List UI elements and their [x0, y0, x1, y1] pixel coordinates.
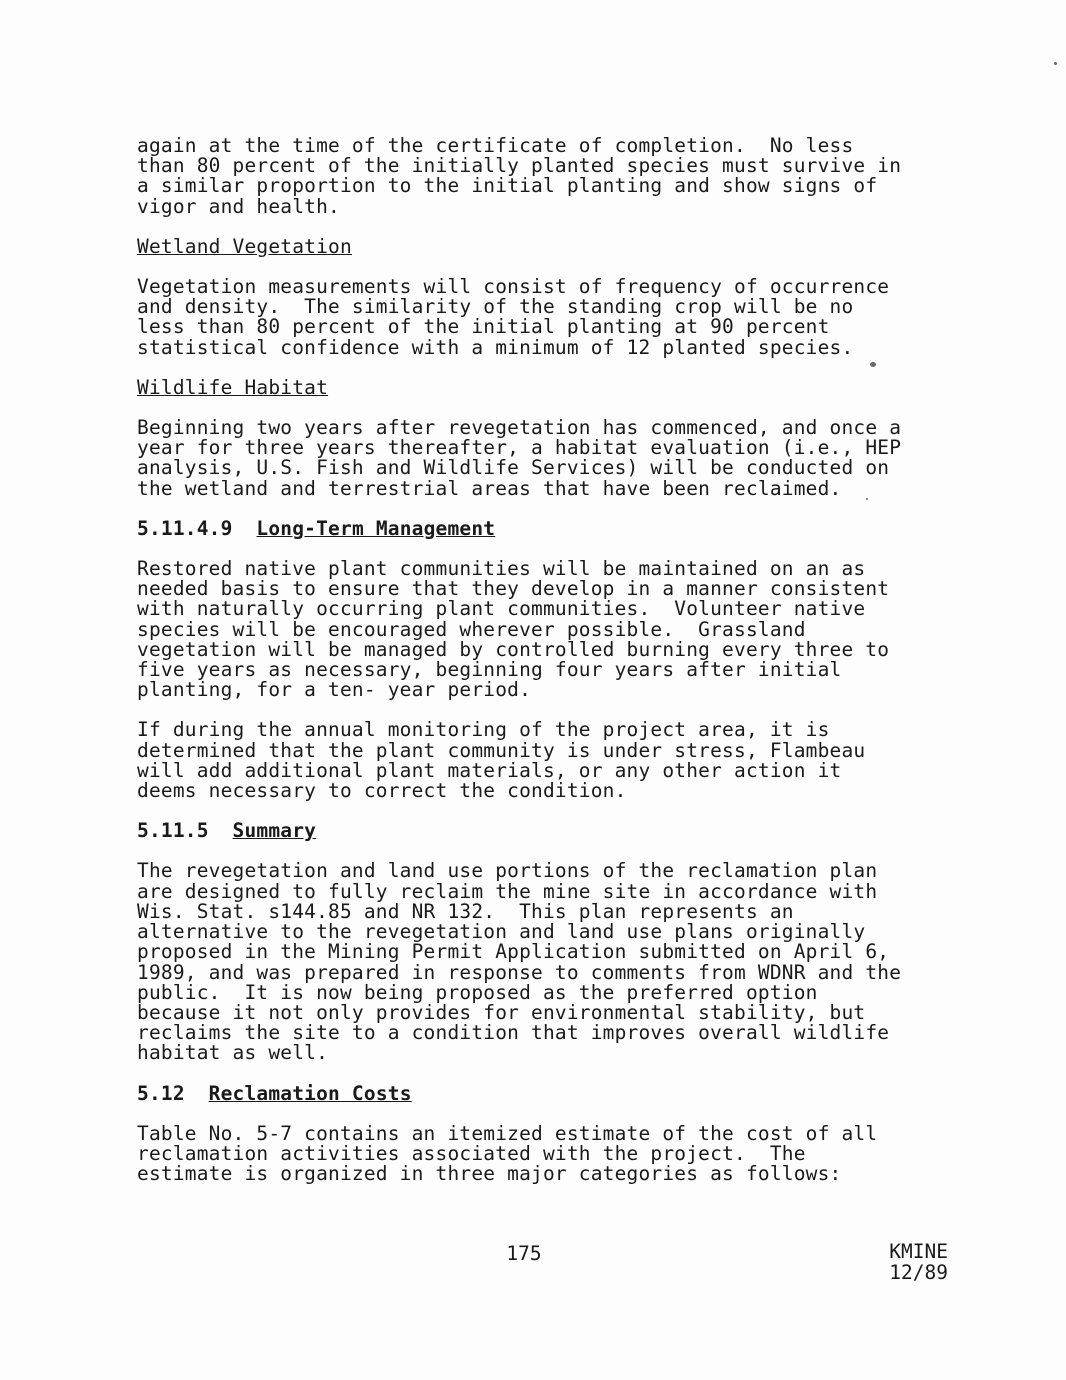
wildlife-habitat-heading: Wildlife Habitat — [137, 375, 329, 399]
long-term-management-paragraph-2: If during the annual monitoring of the project area, it is determined that the plant community is under stress, Flambeau will add additional plant materials, or any other action it deems necessary to correct the condition. — [137, 718, 866, 803]
section-title: Reclamation Costs — [208, 1081, 412, 1105]
wildlife-habitat-paragraph: Beginning two years after revegetation has commenced, and once a year for three years thereafter, a habitat evaluation (i.e., HEP analysis, U.S. Fish and Wildlife Services) will be conducted on the wetland and terrestrial areas that have been reclaimed. — [137, 416, 902, 500]
scan-speck — [866, 498, 868, 500]
section-title: Summary — [232, 819, 317, 843]
wetland-vegetation-heading: Wetland Vegetation — [137, 234, 352, 258]
reclamation-costs-paragraph: Table No. 5-7 contains an itemized estimate of the cost of all reclamation activities associated with the project. The estimate is organized in three major categories as follows: — [137, 1121, 878, 1186]
wetland-vegetation-paragraph: Vegetation measurements will consist of frequency of occurrence and density. The similarity of the standing crop will be no less than 80 percent of the initial planting at 90 percent statistical confidence with a minimum of 12 planted species. — [137, 275, 890, 359]
section-number: 5.12 — [137, 1081, 185, 1105]
page-number: 175 — [506, 1242, 542, 1265]
long-term-management-paragraph-1: Restored native plant communities will be maintained on an as needed basis to ensure that they develop in a manner consistent with naturally occurring plant communities. Volunteer native species will be encouraged wherever possible. Grassland vegetation will be managed by controlled burning every three to five years as necessary, beginning four years after initial planting, for a ten- year period. — [137, 557, 890, 702]
opening-paragraph: again at the time of the certificate of completion. No less than 80 percent of the initially planted species must survive in a similar proportion to the initial planting and show signs of vigor and health. — [137, 134, 902, 218]
section-title: Long-Term Management — [256, 516, 496, 540]
scan-speck — [870, 362, 876, 367]
document-code-date: 12/89 — [889, 1260, 948, 1284]
document-code — [878, 1242, 948, 1283]
section-number: 5.11.5 — [137, 819, 209, 843]
section-number: 5.11.4.9 — [137, 516, 233, 540]
document-body — [137, 136, 957, 1204]
scan-speck — [1054, 62, 1057, 65]
summary-paragraph: The revegetation and land use portions of the reclamation plan are designed to fully reclaim the mine site in accordance with Wis. Stat. s144.85 and NR 132. This plan represents an alternative to the revegetation and land use plans originally proposed in the Mining Permit Application submitted on April 6, 1989, and was prepared in response to comments from WDNR and the public. It is now being proposed as the preferred option because it not only provides for environmental stability, but reclaims the site to a condition that improves overall wildlife habitat as well. — [137, 859, 902, 1065]
document-code-name: KMINE — [889, 1240, 948, 1263]
section-heading-reclamation-costs — [137, 1081, 957, 1105]
section-heading-long-term-management — [137, 516, 957, 540]
section-heading-summary — [137, 821, 957, 841]
